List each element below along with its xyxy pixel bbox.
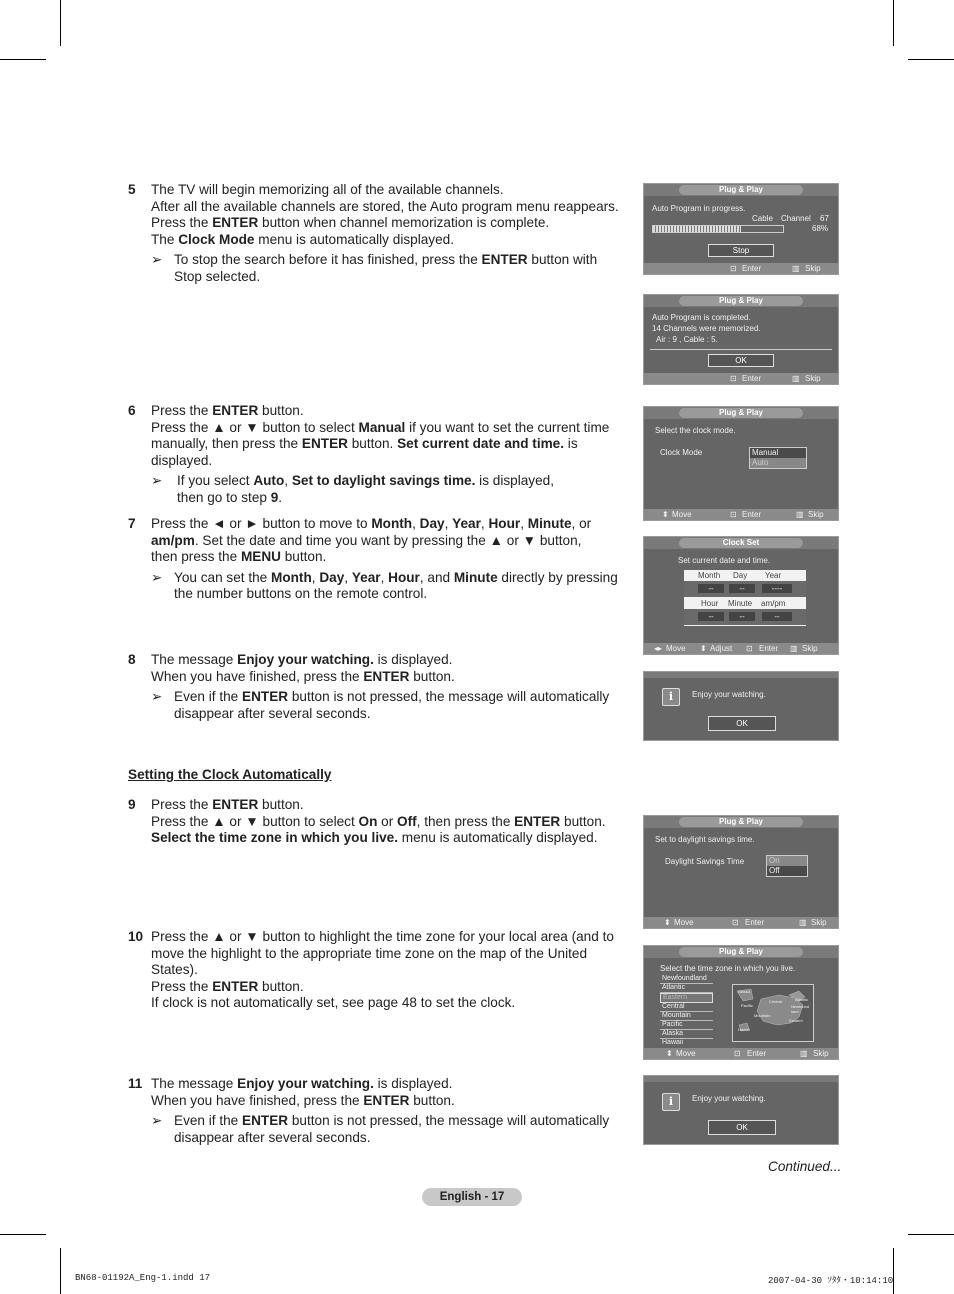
enter-icon: ⊡ <box>730 510 737 519</box>
osd-skip: Skip <box>813 1049 829 1058</box>
text-bold: Year <box>452 516 481 531</box>
skip-icon: ▥ <box>800 1049 808 1058</box>
step-line <box>151 420 628 470</box>
text-bold: MENU <box>240 549 281 565</box>
text: The message <box>151 652 238 667</box>
osd-titlebar <box>644 672 838 678</box>
osd-text: Enjoy your watching. <box>692 1094 766 1103</box>
note <box>151 689 628 722</box>
text: , then press the <box>416 813 515 829</box>
step-number: 8 <box>128 652 136 667</box>
day-field[interactable]: -- <box>729 584 755 593</box>
text: You can set the <box>174 569 271 585</box>
step-line <box>151 403 628 420</box>
map-label: Atlantic <box>795 997 809 1002</box>
osd-label: Clock Mode <box>660 448 703 457</box>
step-line: Press the ▲ or ▼ button to highlight the time zone for your local area (and to move the highlight to the appropriate time zone on the map of the United States). <box>151 929 614 978</box>
osd-clock-set <box>643 536 839 655</box>
text-bold: am/pm <box>151 532 195 548</box>
text: button. <box>258 403 304 418</box>
osd-move: Move <box>672 510 692 519</box>
text: , and <box>419 569 454 585</box>
step-number: 9 <box>128 797 136 812</box>
map-label: Hawaii <box>738 1027 751 1032</box>
step-number: 7 <box>128 516 136 531</box>
osd-time-zone <box>643 945 839 1060</box>
text: button is not pressed, the message will automatically disappear after several seconds. <box>174 1113 610 1145</box>
zone-newfoundland[interactable]: Newfoundland <box>660 975 713 984</box>
crop-mark <box>893 1248 894 1294</box>
note-text <box>174 473 628 506</box>
step-8 <box>128 652 628 722</box>
osd-bottombar <box>644 373 838 384</box>
hour-field[interactable]: -- <box>698 612 724 621</box>
step-line <box>151 549 628 566</box>
map-label: Pacific <box>741 1003 753 1008</box>
text: , <box>284 473 292 489</box>
enter-icon: ⊡ <box>732 918 739 927</box>
text: is displayed. <box>373 652 453 667</box>
osd-skip: Skip <box>811 918 827 927</box>
text-bold: Year <box>351 569 381 585</box>
text: Press the ◄ or ► button to move to <box>151 516 372 531</box>
step-10 <box>128 929 628 1012</box>
text: The message <box>151 1076 238 1091</box>
osd-move: Move <box>676 1049 696 1058</box>
text-bold: Month <box>271 569 312 585</box>
osd-bottombar <box>644 1048 838 1059</box>
step-number: 11 <box>128 1076 143 1091</box>
osd-titlebar <box>644 407 838 419</box>
crop-mark <box>908 1234 954 1235</box>
step-number: 10 <box>128 929 144 944</box>
text-bold: Day <box>319 569 345 585</box>
minute-label: Minute <box>728 599 753 608</box>
option-manual[interactable]: Manual <box>750 448 806 458</box>
ok-button[interactable]: OK <box>708 1120 776 1135</box>
osd-skip: Skip <box>802 644 818 653</box>
text-bold: Minute <box>453 569 498 585</box>
osd-title: Clock Set <box>679 538 803 548</box>
text: or <box>377 813 398 829</box>
osd-skip: Skip <box>808 510 824 519</box>
updown-icon: ⬍ <box>662 510 669 519</box>
osd-enter: Enter <box>745 918 765 927</box>
text-bold: ENTER <box>301 436 348 452</box>
step-line <box>151 232 628 249</box>
osd-titlebar <box>644 537 838 549</box>
step-number: 6 <box>128 403 136 418</box>
text: When you have finished, press the <box>151 1092 364 1108</box>
text: then go to step <box>177 489 271 505</box>
step-line <box>151 1076 628 1093</box>
leftright-icon: ◂▸ <box>654 644 663 653</box>
text-bold: Day <box>419 516 445 531</box>
note <box>151 252 628 285</box>
step-line: After all the available channels are stored, the Auto program menu reappears. <box>151 198 619 214</box>
text: Press the <box>151 403 213 418</box>
step-line <box>151 797 628 814</box>
crop-mark <box>60 1248 61 1294</box>
ampm-label: am/pm <box>761 599 786 608</box>
note <box>151 1113 628 1146</box>
section-heading: Setting the Clock Automatically <box>128 767 332 782</box>
text-bold: On <box>358 813 378 829</box>
ampm-field[interactable]: -- <box>762 612 792 621</box>
step-line: Press the ◄ or ► button to move to Month, Day, Year, Hour, Minute, or <box>151 516 592 531</box>
step-body <box>151 929 628 1012</box>
text-bold: Off <box>397 813 417 829</box>
text: Press the <box>151 978 213 994</box>
osd-title: Plug & Play <box>679 185 803 195</box>
osd-enter: Enter <box>742 374 762 383</box>
zone-alaska[interactable]: Alaska <box>660 1030 713 1039</box>
text-bold: Month <box>371 516 413 531</box>
text-bold: Enjoy your watching. <box>237 652 374 667</box>
text-bold: ENTER <box>514 813 561 829</box>
osd-channel: Channel <box>781 214 811 223</box>
skip-icon: ▥ <box>792 264 800 273</box>
osd-bottombar <box>644 263 838 274</box>
text: then press the <box>151 549 241 565</box>
osd-move: Move <box>666 644 686 653</box>
text-bold: Enjoy your watching. <box>237 1076 374 1091</box>
map-label: Mountain <box>754 1013 771 1018</box>
zone-pacific[interactable]: Pacific <box>660 1021 713 1030</box>
osd-title: Plug & Play <box>679 947 803 957</box>
arrow-icon: ➢ <box>151 252 163 268</box>
osd-enjoy-watching <box>643 671 839 741</box>
osd-auto-complete <box>643 294 839 385</box>
map-label: Newfound land <box>791 1004 810 1014</box>
step-body <box>151 182 628 248</box>
step-9 <box>128 797 628 847</box>
step-line <box>151 979 628 996</box>
text-bold: ENTER <box>242 1113 289 1129</box>
text-bold: ENTER <box>212 978 259 994</box>
text: is displayed. <box>373 1076 453 1091</box>
crop-mark <box>0 59 46 60</box>
text: button. <box>258 978 304 994</box>
step-6 <box>128 403 628 507</box>
osd-text: Auto Program in progress. <box>652 204 746 213</box>
text: directly by pressing the number buttons on the remote control. <box>174 569 618 602</box>
osd-titlebar <box>644 1076 838 1082</box>
date-time-panel <box>684 570 806 626</box>
divider <box>650 349 832 350</box>
year-field[interactable]: ---- <box>762 584 792 593</box>
osd-titlebar <box>644 184 838 196</box>
updown-icon: ⬍ <box>700 644 707 653</box>
text-bold: 9 <box>270 489 279 505</box>
ok-button[interactable]: OK <box>708 354 774 367</box>
osd-enter: Enter <box>747 1049 767 1058</box>
enter-icon: ⊡ <box>746 644 753 653</box>
osd-titlebar <box>644 816 838 828</box>
minute-field[interactable]: -- <box>729 612 755 621</box>
text: button. <box>347 436 398 452</box>
osd-title: Plug & Play <box>679 817 803 827</box>
text-bold: Hour <box>488 516 521 531</box>
step-11 <box>128 1076 628 1146</box>
text: When you have finished, press the <box>151 668 364 684</box>
enter-icon: ⊡ <box>730 264 737 273</box>
text: button. <box>560 813 606 829</box>
text: button is not pressed, the message will automatically disappear after several seconds. <box>174 689 610 721</box>
option-off[interactable]: Off <box>767 866 807 876</box>
osd-title: Plug & Play <box>679 296 803 306</box>
osd-bottombar <box>644 643 838 654</box>
skip-icon: ▥ <box>790 644 798 653</box>
text: button when channel memorization is complete. <box>258 215 550 231</box>
text: . <box>278 489 283 505</box>
osd-cable: Cable <box>752 214 773 223</box>
osd-move: Move <box>674 918 694 927</box>
text-bold: Clock Mode <box>178 231 255 247</box>
osd-percent: 68% <box>812 224 829 233</box>
osd-enter: Enter <box>742 264 762 273</box>
zone-eastern[interactable]: Eastern <box>660 993 713 1003</box>
arrow-icon: ➢ <box>151 689 163 705</box>
text-bold: Auto <box>253 473 285 489</box>
arrow-icon: ➢ <box>151 1113 163 1129</box>
text: Press the <box>151 797 213 812</box>
hour-label: Hour <box>701 599 719 608</box>
osd-label: Daylight Savings Time <box>665 857 745 866</box>
crop-mark <box>0 1234 46 1235</box>
map-label: Eastern <box>789 1018 803 1023</box>
text-bold: Minute <box>527 516 572 531</box>
text: Even if the <box>174 1113 243 1129</box>
osd-enter: Enter <box>759 644 779 653</box>
step-line: If clock is not automatically set, see page 48 to set the clock. <box>151 995 516 1011</box>
text: is displayed. <box>151 436 578 468</box>
osd-titlebar <box>644 295 838 307</box>
skip-icon: ▥ <box>796 510 804 519</box>
text-bold: ENTER <box>363 668 410 684</box>
info-icon: i <box>662 1093 680 1111</box>
text: Even if the <box>174 689 243 705</box>
note: ➢ You can set the Month, Day, Year, Hour, and Minute directly by pressing the number buttons on the remote control. <box>151 569 618 602</box>
osd-text: Air : 9 , Cable : 5. <box>656 335 718 344</box>
step-line <box>151 533 628 550</box>
page-number-badge: English - 17 <box>422 1188 522 1206</box>
osd-enjoy-watching-2 <box>643 1075 839 1145</box>
osd-title: Plug & Play <box>679 408 803 418</box>
zone-central[interactable]: Central <box>660 1003 713 1012</box>
timezone-list <box>660 975 713 1047</box>
osd-text: Set current date and time. <box>678 556 771 565</box>
clock-mode-list <box>749 447 807 469</box>
osd-titlebar <box>644 946 838 958</box>
day-label: Day <box>733 571 748 580</box>
progress-bar <box>652 225 784 233</box>
footer-file: BN68-01192A_Eng-1.indd 17 <box>75 1273 211 1283</box>
option-on[interactable]: On <box>767 856 807 866</box>
crop-mark <box>893 0 894 46</box>
text-bold: ENTER <box>363 1092 410 1108</box>
text-bold: ENTER <box>242 689 289 705</box>
dst-list <box>766 855 808 877</box>
osd-text: Enjoy your watching. <box>692 690 766 699</box>
zone-atlantic[interactable]: Atlantic <box>660 984 713 993</box>
text: To stop the search before it has finished, press the <box>174 252 482 268</box>
text-bold: Set current date and time. <box>397 436 565 452</box>
text: The <box>151 231 179 247</box>
step-body <box>151 403 628 469</box>
skip-icon: ▥ <box>799 918 807 927</box>
osd-bottombar <box>644 509 838 520</box>
stop-button[interactable]: Stop <box>708 244 774 257</box>
step-5 <box>128 182 628 286</box>
month-field[interactable]: -- <box>698 584 724 593</box>
arrow-icon: ➢ <box>151 473 163 489</box>
text-bold: ENTER <box>481 252 528 268</box>
arrow-icon: ➢ <box>151 569 163 585</box>
progress-fill <box>653 226 741 232</box>
text-bold: Set to daylight savings time. <box>291 473 476 489</box>
updown-icon: ⬍ <box>664 918 671 927</box>
map-label: Alaska <box>738 989 751 994</box>
timezone-map[interactable] <box>732 984 814 1042</box>
text: button with Stop selected. <box>174 252 598 284</box>
osd-clock-mode <box>643 406 839 521</box>
text-bold: Manual <box>358 419 406 435</box>
osd-text: 14 Channels were memorized. <box>652 324 761 333</box>
text-bold: Hour <box>388 569 420 585</box>
text: menu is automatically displayed. <box>398 830 598 846</box>
osd-bottombar <box>644 917 838 928</box>
text-bold: ENTER <box>212 797 259 812</box>
osd-text: Set to daylight savings time. <box>655 835 755 844</box>
step-line: The TV will begin memorizing all of the available channels. <box>151 182 504 197</box>
step-body <box>151 652 628 685</box>
step-number: 5 <box>128 182 136 197</box>
text-bold: Select the time zone in which you live. <box>151 830 399 846</box>
note <box>151 473 628 506</box>
text: , or <box>571 516 592 531</box>
osd-daylight-savings <box>643 815 839 929</box>
osd-auto-program <box>643 183 839 275</box>
osd-enter: Enter <box>742 510 762 519</box>
text: is displayed, <box>475 473 554 489</box>
footer-date: 2007-04-30 ｿﾀﾀ・10:14:10 <box>768 1276 894 1286</box>
map-label: Central <box>769 999 782 1004</box>
osd-text: Select the clock mode. <box>655 426 736 435</box>
text: button. <box>258 797 304 812</box>
text: . Set the date and time you want by pressing the ▲ or ▼ button, <box>194 532 582 548</box>
text: Press the ▲ or ▼ button to select <box>151 419 359 435</box>
zone-hawaii[interactable]: Hawaii <box>662 1039 684 1046</box>
crop-mark <box>908 59 954 60</box>
step-line <box>151 215 628 232</box>
text: button. <box>409 668 455 684</box>
text: Press the ▲ or ▼ button to select <box>151 813 359 829</box>
step-body <box>151 1076 628 1109</box>
zone-mountain[interactable]: Mountain <box>660 1012 713 1021</box>
osd-channel-number: 67 <box>820 214 829 223</box>
year-label: Year <box>765 571 782 580</box>
ok-button[interactable]: OK <box>708 716 776 731</box>
step-line <box>151 669 628 686</box>
osd-text: Auto Program is completed. <box>652 313 751 322</box>
text-bold: ENTER <box>212 215 259 231</box>
step-body <box>151 797 628 847</box>
enter-icon: ⊡ <box>734 1049 741 1058</box>
step-7 <box>128 516 628 603</box>
osd-text: Select the time zone in which you live. <box>660 964 796 973</box>
text: if you want to set the current time manually, then press the <box>151 419 610 452</box>
updown-icon: ⬍ <box>666 1049 673 1058</box>
step-body <box>151 516 628 566</box>
text: menu is automatically displayed. <box>254 231 454 247</box>
step-line <box>151 652 628 669</box>
crop-mark <box>60 0 61 46</box>
month-label: Month <box>698 571 721 580</box>
text: Press the <box>151 215 213 231</box>
info-icon: i <box>662 688 680 706</box>
skip-icon: ▥ <box>792 374 800 383</box>
step-line <box>151 814 628 847</box>
text: button. <box>280 549 327 565</box>
step-line <box>151 1093 628 1110</box>
continued-label: Continued... <box>768 1159 842 1174</box>
text-bold: ENTER <box>212 403 259 418</box>
text: If you select <box>177 473 254 489</box>
enter-icon: ⊡ <box>730 374 737 383</box>
osd-skip: Skip <box>805 374 821 383</box>
text: button. <box>409 1092 455 1108</box>
option-auto[interactable]: Auto <box>750 458 806 468</box>
osd-skip: Skip <box>805 264 821 273</box>
osd-adjust: Adjust <box>710 644 733 653</box>
